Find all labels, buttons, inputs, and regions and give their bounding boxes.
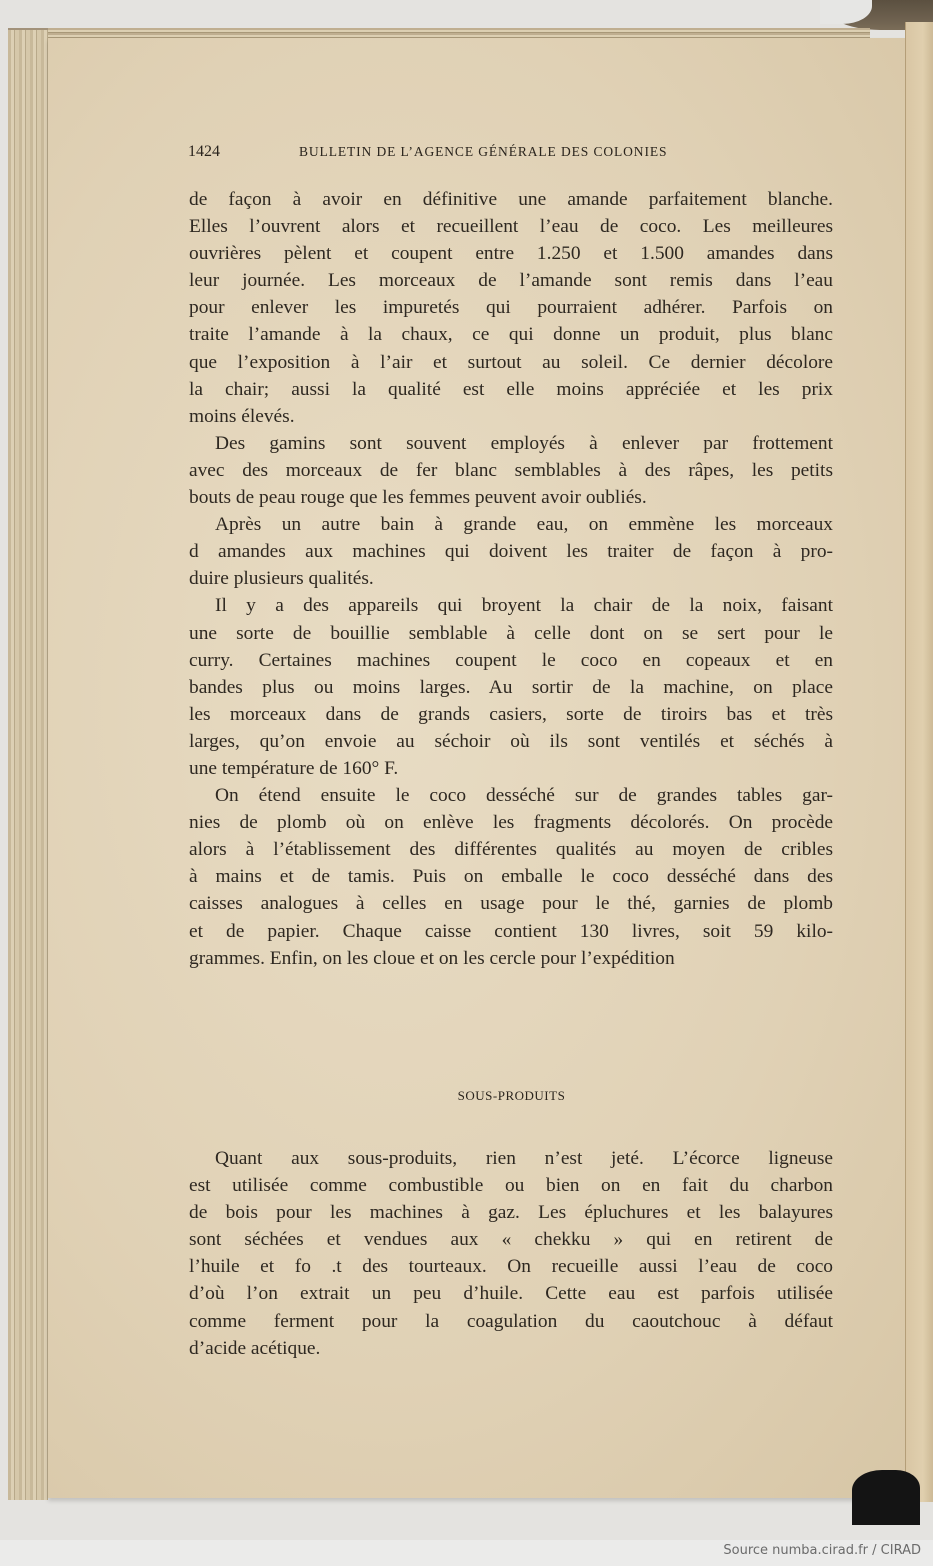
text-line: l’huile et fo .t des tourteaux. On recueille aussi l’eau de coco — [189, 1256, 833, 1278]
text-line: une température de 160° F. — [189, 757, 399, 779]
text-line: la chair; aussi la qualité est elle moins appréciée et les prix — [189, 378, 833, 400]
text-line: de bois pour les machines à gaz. Les épluchures et les balayures — [189, 1202, 833, 1224]
text-line: Des gamins sont souvent employés à enlever par frottement — [215, 432, 833, 454]
text-line: et de papier. Chaque caisse contient 130 livres, soit 59 kilo- — [189, 920, 833, 942]
text-line: une sorte de bouillie semblable à celle dont on se sert pour le — [189, 622, 833, 644]
text-line: à mains et de tamis. Puis on emballe le coco desséché dans des — [189, 866, 833, 888]
text-line: avec des morceaux de fer blanc semblables à des râpes, les petits — [189, 459, 833, 481]
text-line: est utilisée comme combustible ou bien on en fait du charbon — [189, 1175, 833, 1197]
text-line: moins élevés. — [189, 405, 295, 427]
text-line: d amandes aux machines qui doivent les traiter de façon à pro- — [189, 541, 833, 563]
text-line: alors à l’établissement des différentes qualités au moyen de cribles — [189, 839, 833, 861]
paragraph — [189, 782, 833, 972]
paragraph — [189, 430, 833, 511]
paragraph — [189, 511, 833, 592]
paragraph — [189, 1145, 833, 1362]
page-holder-clip — [852, 1470, 920, 1525]
text-line: de façon à avoir en définitive une amande parfaitement blanche. — [189, 189, 833, 210]
text-line: On étend ensuite le coco desséché sur de grandes tables gar- — [215, 785, 833, 807]
text-line: larges, qu’on envoie au séchoir où ils sont ventilés et séchés à — [189, 730, 833, 752]
book-binding-gutter — [905, 22, 933, 1502]
text-line: Elles l’ouvrent alors et recueillent l’eau de coco. Les meilleures — [189, 216, 833, 238]
paragraph — [189, 592, 833, 782]
paragraph — [189, 186, 833, 430]
page-number: 1424 — [188, 143, 220, 160]
text-line: nies de plomb où on enlève les fragments décolorés. On procède — [189, 812, 833, 834]
text-line: duire plusieurs qualités. — [189, 568, 374, 590]
text-line: Après un autre bain à grande eau, on emmène les morceaux — [215, 514, 833, 536]
text-line: caisses analogues à celles en usage pour le thé, garnies de plomb — [189, 893, 833, 915]
running-title: BULLETIN DE L’AGENCE GÉNÉRALE DES COLONIES — [299, 144, 668, 159]
text-line: d’où l’on extrait un peu d’huile. Cette eau est parfois utilisée — [189, 1283, 833, 1305]
text-line: d’acide acétique. — [189, 1337, 321, 1359]
text-line: ouvrières pèlent et coupent entre 1.250 et 1.500 amandes dans — [189, 243, 833, 265]
page-stack-left-edge — [8, 28, 48, 1500]
text-line: leur journée. Les morceaux de l’amande sont remis dans l’eau — [189, 270, 833, 292]
text-line: que l’exposition à l’air et surtout au soleil. Ce dernier décolore — [189, 351, 833, 373]
text-line: curry. Certaines machines coupent le coco en copeaux et en — [189, 649, 833, 671]
source-credit: Source numba.cirad.fr / CIRAD — [723, 1543, 921, 1558]
text-line: comme ferment pour la coagulation du caoutchouc à défaut — [189, 1310, 833, 1332]
text-line: bouts de peau rouge que les femmes peuvent avoir oubliés. — [189, 487, 647, 509]
text-line: grammes. Enfin, on les cloue et on les cercle pour l’expédition — [189, 947, 675, 969]
text-line: bandes plus ou moins larges. Au sortir de la machine, on place — [189, 676, 833, 698]
text-line: sont séchées et vendues aux « chekku » qui en retirent de — [189, 1229, 833, 1251]
section-heading: SOUS-PRODUITS — [457, 1088, 566, 1103]
body-text-part2 — [189, 1145, 833, 1362]
text-line: Il y a des appareils qui broyent la chair de la noix, faisant — [215, 595, 833, 617]
body-text-part1 — [189, 186, 833, 972]
text-line: pour enlever les impuretés qui pourraient adhérer. Parfois on — [189, 297, 833, 319]
text-line: les morceaux dans de grands casiers, sorte de tiroirs bas et très — [189, 703, 833, 725]
text-line: Quant aux sous-produits, rien n’est jeté. L’écorce ligneuse — [215, 1148, 833, 1169]
text-line: traite l’amande à la chaux, ce qui donne un produit, plus blanc — [189, 324, 833, 346]
